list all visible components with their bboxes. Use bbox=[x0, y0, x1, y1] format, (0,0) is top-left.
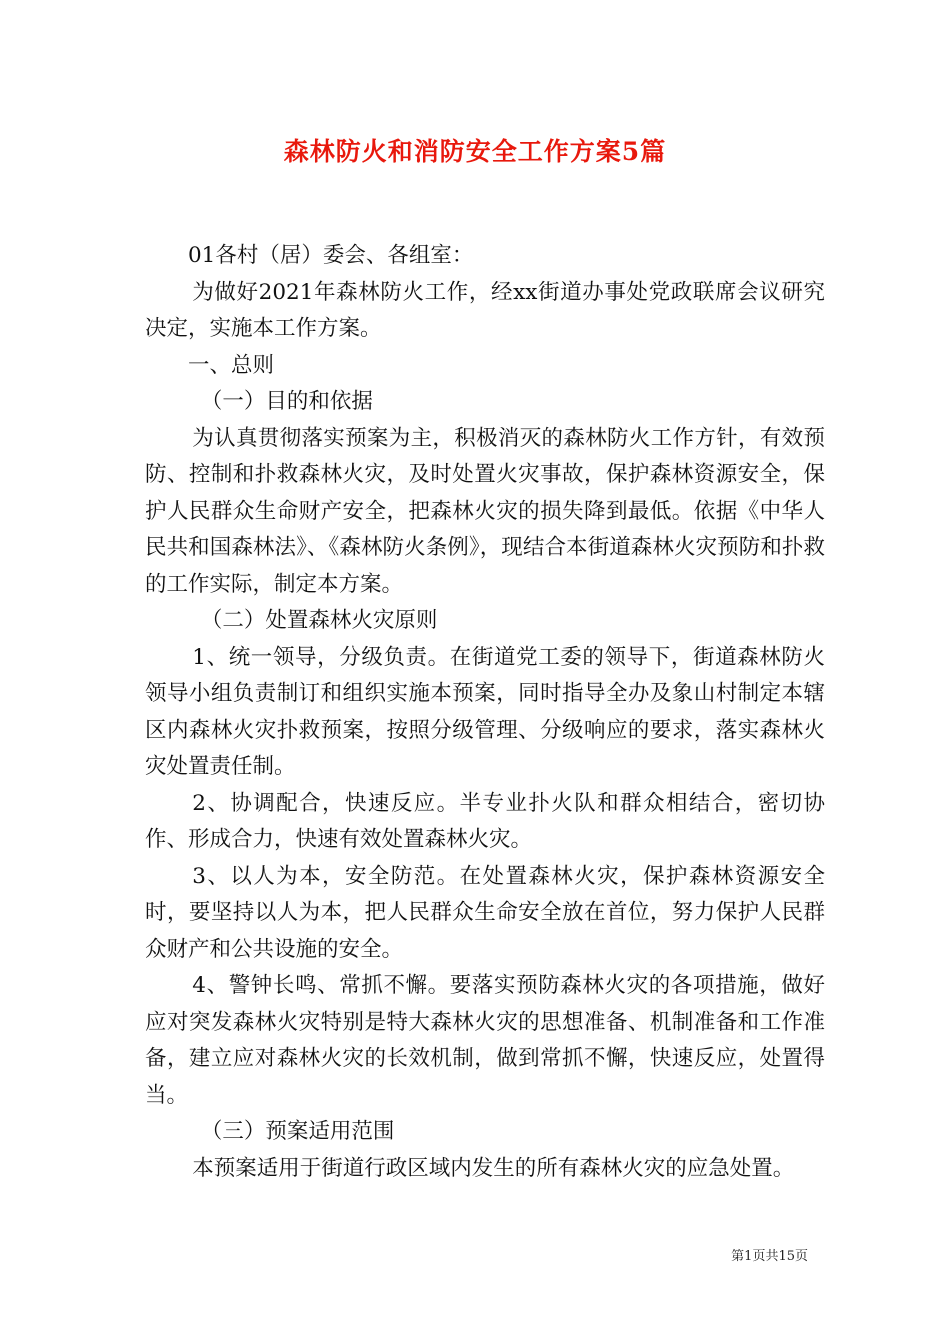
page-number: 第1页共15页 bbox=[731, 1249, 808, 1264]
document-title: 森林防火和消防安全工作方案5篇 bbox=[283, 137, 667, 166]
subheading-principles: （二）处置森林火灾原则 bbox=[200, 608, 438, 633]
document-body bbox=[145, 238, 825, 1187]
subheading-purpose: （一）目的和依据 bbox=[200, 389, 373, 414]
section-heading-general: 一、总则 bbox=[188, 352, 275, 378]
intro-paragraph: 为做好2021年森林防火工作，经xx街道办事处党政联席会议研究决定，实施本工作方案。 bbox=[145, 279, 825, 341]
purpose-paragraph: 为认真贯彻落实预案为主，积极消灭的森林防火工作方针，有效预防、控制和扑救森林火灾，及时处置火灾事故，保护森林资源安全，保护人民群众生命财产安全，把森林火灾的损失降到最低。依据《中华人民共和国森林法》、《森林防火条例》，现结合本街道森林火灾预防和扑救的工作实际，制定本方案。 bbox=[145, 425, 825, 597]
addressee-line: 01各村（居）委会、各组室： bbox=[188, 243, 474, 268]
principle-paragraph-1: 1、统一领导，分级负责。在街道党工委的领导下，街道森林防火领导小组负责制订和组织实施本预案，同时指导全办及象山村制定本辖区内森林火灾扑救预案，按照分级管理、分级响应的要求，落实森林火灾处置责任制。 bbox=[145, 644, 825, 779]
scope-paragraph: 本预案适用于街道行政区域内发生的所有森林火灾的应急处置。 bbox=[192, 1155, 795, 1181]
subheading-scope: （三）预案适用范围 bbox=[200, 1119, 395, 1144]
principle-paragraph-4: 4、警钟长鸣、常抓不懈。要落实预防森林火灾的各项措施，做好应对突发森林火灾特别是特大森林火灾的思想准备、机制准备和工作准备，建立应对森林火灾的长效机制，做到常抓不懈，快速反应，处置得当。 bbox=[145, 973, 825, 1108]
principle-paragraph-2: 2、协调配合，快速反应。半专业扑火队和群众相结合，密切协作、形成合力，快速有效处置森林火灾。 bbox=[145, 790, 825, 852]
principle-paragraph-3: 3、以人为本，安全防范。在处置森林火灾，保护森林资源安全时，要坚持以人为本，把人民群众生命安全放在首位，努力保护人民群众财产和公共设施的安全。 bbox=[145, 863, 825, 962]
